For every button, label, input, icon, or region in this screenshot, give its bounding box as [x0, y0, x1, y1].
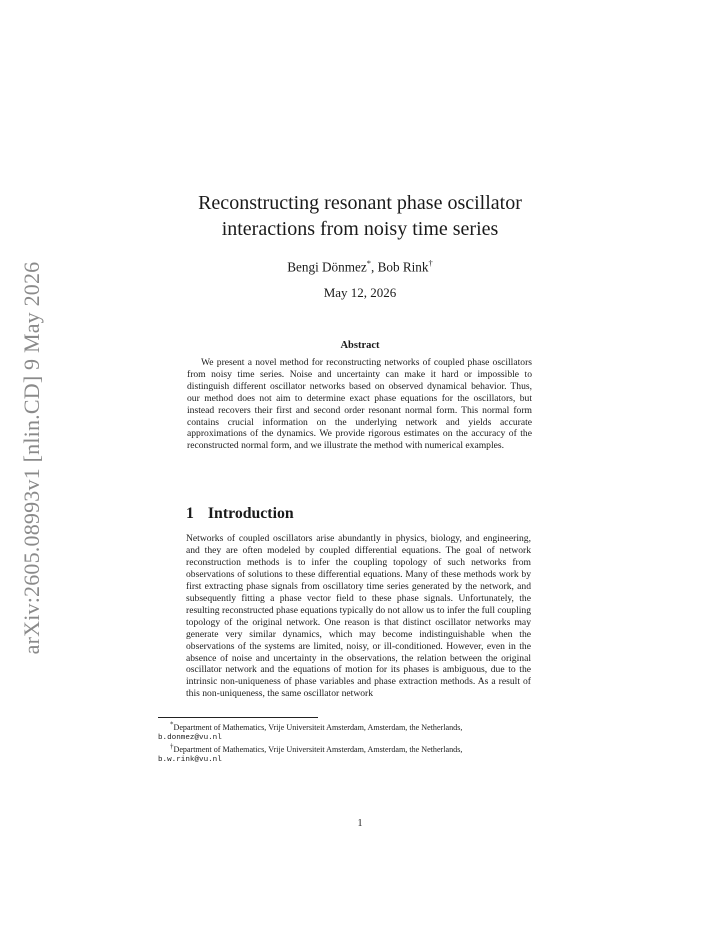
- footnote-affiliation: Department of Mathematics, Vrije Universiteit Amsterdam, Amsterdam, the Netherlands,: [173, 745, 463, 754]
- paper-title: [150, 190, 570, 242]
- footnote: [158, 744, 570, 766]
- author-name: Bob Rink: [377, 259, 429, 275]
- section-title: Introduction: [207, 505, 294, 522]
- abstract-text: We present a novel method for reconstructing networks of coupled phase oscillators from noisy time series. Noise and uncertainty can make it hard or impossible to distinguish different oscillator networks based on observed dynamical behavior. Thus, our method does not aim to determine exact phase equations for the oscillators, but instead recovers their first and second order resonant normal form. This normal form contains crucial information on the underlying network and yields accurate approximations of the dynamics. We provide rigorous estimates on the accuracy of the reconstructed normal form, and we illustrate the method with numerical examples.: [187, 357, 532, 452]
- footnote-line: [158, 722, 570, 733]
- section-number: 1: [186, 505, 194, 522]
- page-number: 1: [357, 818, 363, 829]
- author-email: b.w.rink@vu.nl: [158, 756, 222, 764]
- author-email: b.donmez@vu.nl: [158, 734, 222, 742]
- section-heading: [186, 505, 294, 523]
- publication-date: May 12, 2026: [323, 285, 397, 300]
- introduction-paragraph: Networks of coupled oscillators arise abundantly in physics, biology, and engineering, and they are often modeled by coupled differential equations. The goal of network reconstruction methods is to infer the coupling topology of such networks from observations of solutions to these differential equations. Many of these methods work by first extracting phase signals from oscillatory time series generated by the network, and subsequently fitting a phase vector field to these phase signals. Unfortunately, the resulting reconstructed phase equations typically do not allow us to infer the full coupling topology of the original network. One reason is that distinct oscillator networks may generate very similar dynamics, which may become indistinguishable when the observations of the systems are limited, noisy, or ill-conditioned. However, even in the absence of noise and uncertainty in the observations, the relation between the original oscillator network and the equations of motion for its phases is ambiguous, due to the intrinsic non-uniqueness of phase variables and phase extraction methods. As a result of this non-uniqueness, the same oscillator network: [186, 533, 531, 700]
- footnote-rule: [158, 717, 318, 718]
- title-line-2: interactions from noisy time series: [221, 218, 499, 240]
- footnote-mark: †: [428, 258, 433, 268]
- title-line-1: Reconstructing resonant phase oscillator: [198, 192, 522, 214]
- abstract-heading: Abstract: [340, 340, 380, 351]
- footnote: [158, 722, 570, 744]
- author-separator: ,: [370, 259, 378, 275]
- footnote-mark: †: [170, 742, 174, 751]
- footnote-line: [158, 744, 570, 755]
- footnote-mark: *: [170, 720, 174, 729]
- author-name: Bengi Dönmez: [287, 259, 367, 275]
- footnote-affiliation: Department of Mathematics, Vrije Universiteit Amsterdam, Amsterdam, the Netherlands,: [173, 723, 463, 732]
- footnote-mark: *: [366, 258, 371, 268]
- arxiv-identifier-stamp: arXiv:2605.08993v1 [nlin.CD] 9 May 2026: [19, 261, 44, 655]
- author-list: [150, 258, 570, 275]
